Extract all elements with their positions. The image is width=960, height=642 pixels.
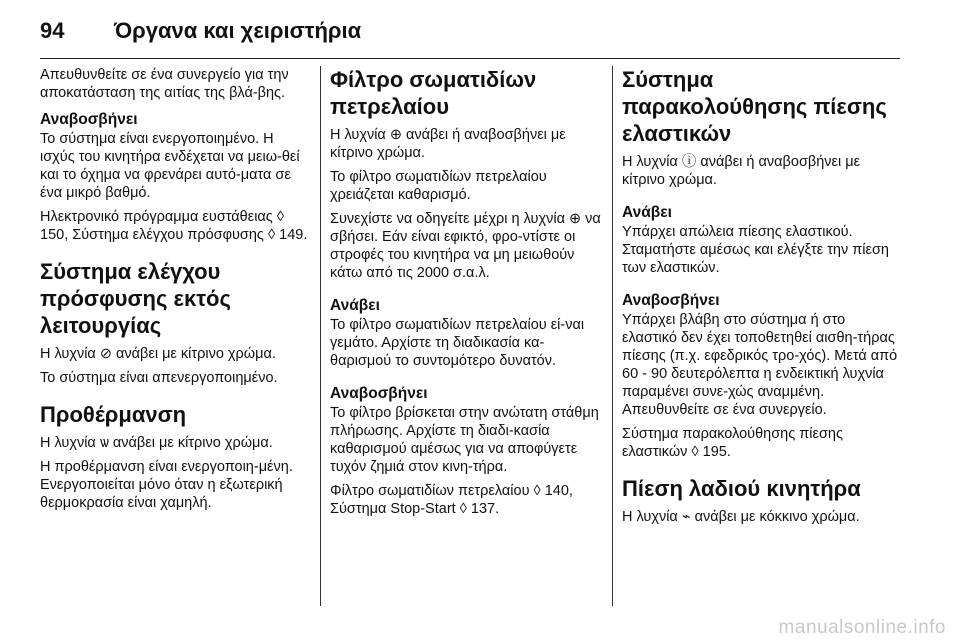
paragraph: Υπάρχει απώλεια πίεσης ελαστικού. Σταματήστε αμέσως και ελέγξτε την πίεση των ελαστικών. [622, 224, 889, 276]
watermark: manualsonline.info [778, 617, 946, 638]
paragraph: Το φίλτρο σωματιδίων πετρελαίου εί-ναι γεμάτο. Αρχίστε τη διαδικασία κα-θαρισμού το συντομότερο δυνατόν. [330, 317, 585, 369]
heading-tire-pressure: Σύστημα παρακολούθησης πίεσης ελαστικών [622, 67, 887, 146]
subheading-blinking: Αναβοσβήνει [330, 385, 428, 402]
paragraph: Απευθυνθείτε σε ένα συνεργείο για την αποκατάσταση της αιτίας της βλά-βης. [40, 67, 289, 101]
paragraph: Η λυχνία ⊕ ανάβει ή αναβοσβήνει με κίτρινο χρώμα. [330, 127, 566, 161]
column-divider [612, 66, 613, 606]
column-1 [40, 66, 312, 518]
paragraph: Το φίλτρο σωματιδίων πετρελαίου χρειάζεται καθαρισμό. [330, 169, 547, 203]
paragraph: Η λυχνία ⓘ ανάβει ή αναβοσβήνει με κίτρινο χρώμα. [622, 154, 861, 188]
paragraph: Η λυχνία ⌁ ανάβει με κόκκινο χρώμα. [622, 509, 860, 525]
page-title: Όργανα και χειριστήρια [114, 18, 362, 43]
subheading-blinking: Αναβοσβήνει [622, 292, 720, 309]
heading-oil-pressure: Πίεση λαδιού κινητήρα [622, 476, 861, 501]
subheading-blinking: Αναβοσβήνει [40, 111, 138, 128]
paragraph: Υπάρχει βλάβη στο σύστημα ή στο ελαστικό δεν έχει τοποθετηθεί αισθη-τήρας πίεσης (π.χ. εφεδρικός τρο-χός). Μετά από 60 - 90 δευτερόλεπτα η ενδεικτική λυχνία παραμένει συνε-χώς αναμμένη. Απευθυνθείτε σε ένα συνεργείο. [622, 312, 898, 418]
paragraph: Η λυχνία ѡ ανάβει με κίτρινο χρώμα. [40, 435, 273, 451]
paragraph: Η προθέρμανση είναι ενεργοποιη-μένη. Ενεργοποιείται μόνο όταν η εξωτερική θερμοκρασία είναι χαμηλή. [40, 459, 293, 511]
page-header [40, 6, 900, 56]
header-divider [40, 58, 900, 59]
heading-traction-control-off: Σύστημα ελέγχου πρόσφυσης εκτός λειτουργίας [40, 259, 231, 338]
column-3 [622, 66, 904, 532]
paragraph-reference: Ηλεκτρονικό πρόγραμμα ευστάθειας ◊ 150, Σύστημα ελέγχου πρόσφυσης ◊ 149. [40, 209, 308, 243]
paragraph: Το σύστημα είναι απενεργοποιημένο. [40, 370, 278, 386]
page-number: 94 [40, 18, 65, 43]
heading-preheating: Προθέρμανση [40, 402, 187, 427]
paragraph: Το σύστημα είναι ενεργοποιημένο. Η ισχύς του κινητήρα ενδέχεται να μειω-θεί και το όχημα να φρενάρει αυτό-ματα σε ένα μικρό βαθμό. [40, 131, 300, 201]
heading-particle-filter: Φίλτρο σωματιδίων πετρελαίου [330, 67, 537, 119]
paragraph-reference: Φίλτρο σωματιδίων πετρελαίου ◊ 140, Σύστημα Stop-Start ◊ 137. [330, 483, 573, 517]
paragraph-reference: Σύστημα παρακολούθησης πίεσης ελαστικών ◊ 195. [622, 426, 843, 460]
subheading-on: Ανάβει [622, 204, 672, 221]
paragraph: Το φίλτρο βρίσκεται στην ανώτατη στάθμη πλήρωσης. Αρχίστε τη διαδι-κασία καθαρισμού αμέσως για να αποφύγετε τυχόν ζημιά στον κινη-τήρα. [330, 405, 599, 475]
paragraph: Η λυχνία ⊘ ανάβει με κίτρινο χρώμα. [40, 346, 276, 362]
subheading-on: Ανάβει [330, 297, 380, 314]
paragraph: Συνεχίστε να οδηγείτε μέχρι η λυχνία ⊕ να σβήσει. Εάν είναι εφικτό, φρο-ντίστε οι στροφές του κινητήρα να μη μειωθούν κάτω από τις 2000 σ.α.λ. [330, 211, 601, 281]
column-2 [330, 66, 605, 524]
column-divider [320, 66, 321, 606]
